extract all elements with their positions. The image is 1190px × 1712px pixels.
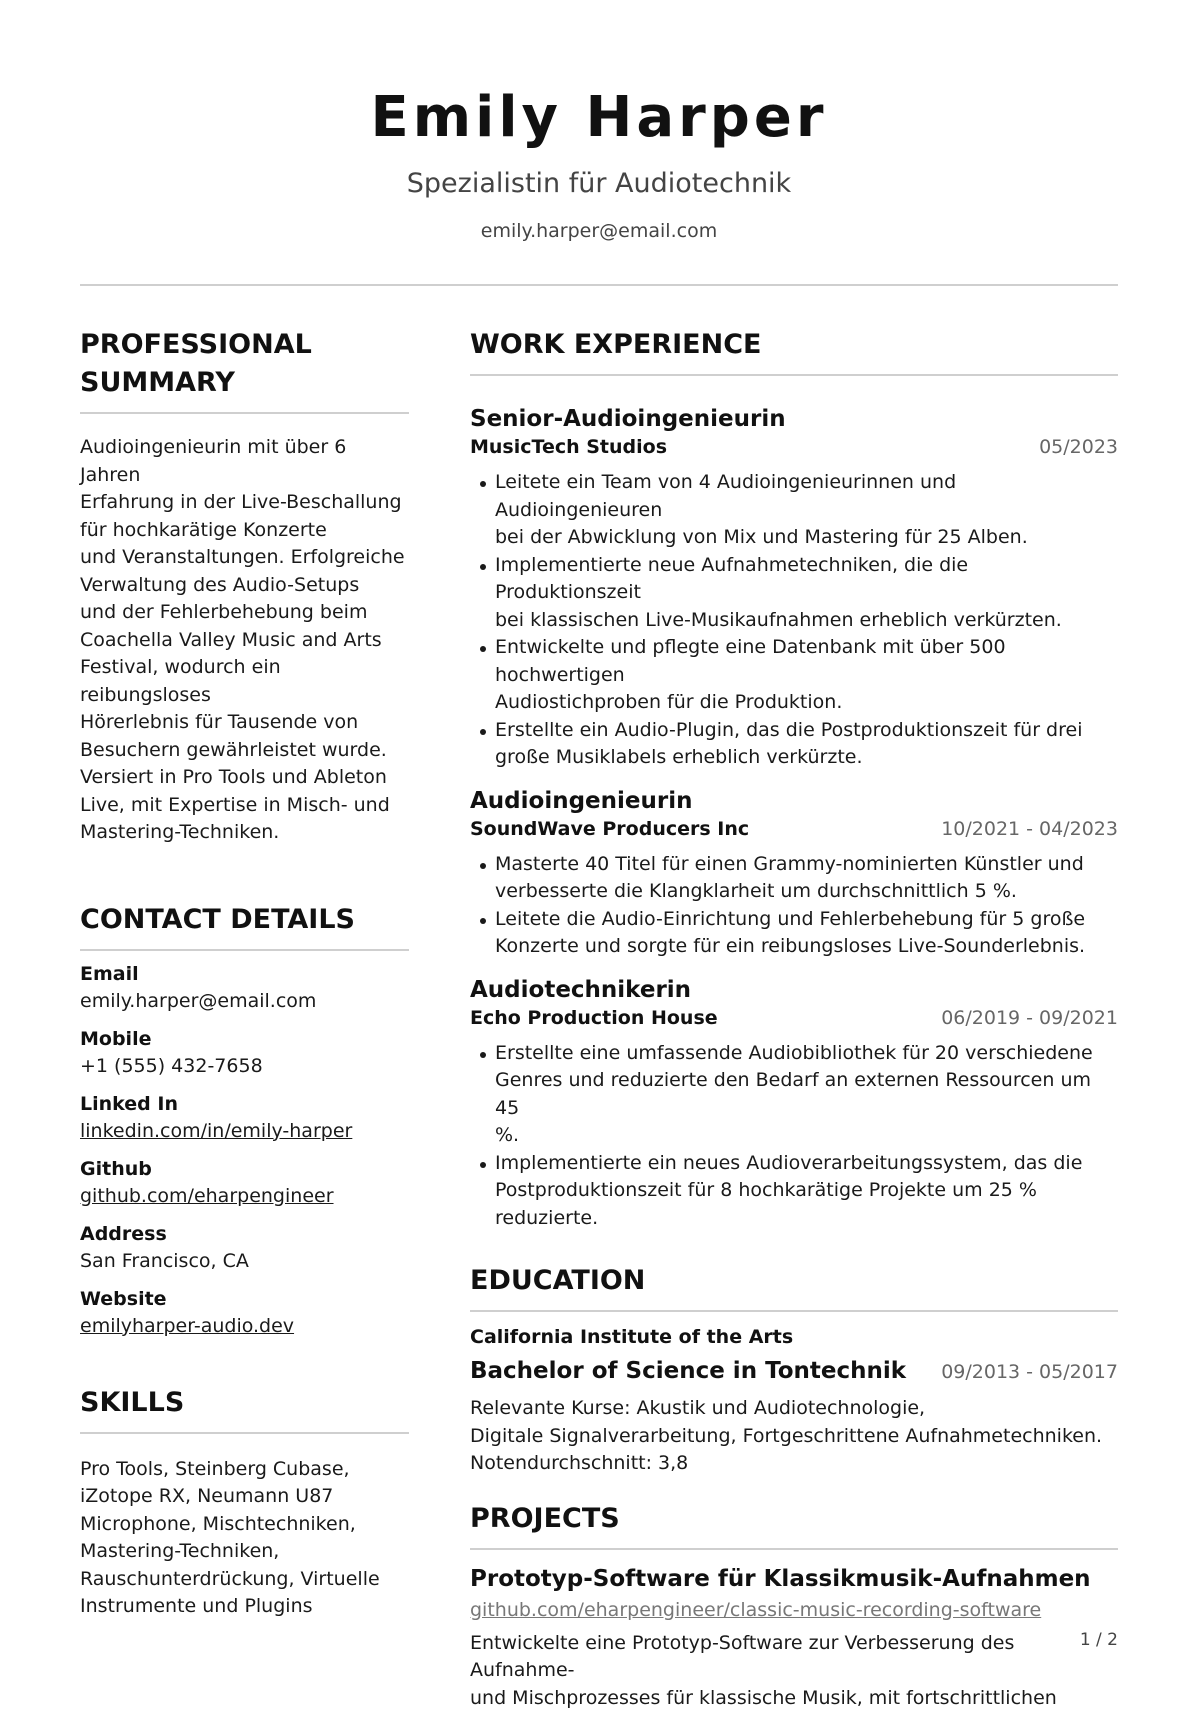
- summary-line: Erfahrung in der Live-Beschallung: [80, 489, 409, 517]
- job-bullets: [470, 1040, 1118, 1233]
- project-link[interactable]: github.com/eharpengineer/classic-music-recording-software: [470, 1597, 1118, 1624]
- linkedin-link[interactable]: linkedin.com/in/emily-harper: [80, 1118, 409, 1145]
- contact-value-email[interactable]: emily.harper@email.com: [80, 988, 409, 1015]
- skills-line: Microphone, Mischtechniken,: [80, 1511, 409, 1539]
- job-bullets: [470, 469, 1118, 772]
- job-meta: [470, 816, 1118, 843]
- job-company: SoundWave Producers Inc: [470, 816, 749, 843]
- job-date: 05/2023: [1039, 434, 1118, 461]
- contact-label-linkedin: Linked In: [80, 1091, 409, 1118]
- edu-line: Notendurchschnitt: 3,8: [470, 1450, 1118, 1478]
- section-title-contact: CONTACT DETAILS: [80, 901, 409, 939]
- edu-description: [470, 1395, 1118, 1478]
- summary-line: und der Fehlerbehebung beim: [80, 599, 409, 627]
- section-divider: [80, 412, 409, 414]
- work-section: [470, 326, 1118, 1232]
- job-entry: [470, 786, 1118, 961]
- summary-line: Coachella Valley Music and Arts: [80, 627, 409, 655]
- bullet-item: Erstellte ein Audio-Plugin, das die Postproduktionszeit für drei große Musiklabels erheblich verkürzte.: [470, 717, 1118, 772]
- summary-title-line2: SUMMARY: [80, 367, 235, 398]
- contact-value-address: San Francisco, CA: [80, 1248, 409, 1275]
- job-entry: [470, 404, 1118, 772]
- contact-label-mobile: Mobile: [80, 1026, 409, 1053]
- job-title: Audioingenieurin: [470, 786, 1118, 816]
- bullet-item: Implementierte ein neues Audioverarbeitungssystem, das die Postproduktionszeit für 8 hochkarätige Projekte um 25 % reduzierte.: [470, 1150, 1118, 1233]
- job-company: Echo Production House: [470, 1005, 718, 1032]
- summary-line: Audioingenieurin mit über 6 Jahren: [80, 434, 409, 489]
- skills-line: iZotope RX, Neumann U87: [80, 1483, 409, 1511]
- section-title-work: WORK EXPERIENCE: [470, 326, 1118, 364]
- section-divider: [470, 1548, 1118, 1550]
- header-divider: [80, 284, 1118, 286]
- section-title-education: EDUCATION: [470, 1262, 1118, 1300]
- section-title-summary: [80, 326, 409, 402]
- job-date: 06/2019 - 09/2021: [941, 1005, 1118, 1032]
- summary-text: [80, 434, 409, 847]
- summary-line: für hochkarätige Konzerte: [80, 517, 409, 545]
- job-entry: [470, 975, 1118, 1233]
- project-description: [470, 1630, 1118, 1712]
- bullet-item: Leitete ein Team von 4 Audioingenieurinnen und Audioingenieuren bei der Abwicklung von Mix und Mastering für 25 Alben.: [470, 469, 1118, 552]
- section-divider: [80, 1432, 409, 1434]
- edu-degree: Bachelor of Science in Tontechnik: [470, 1355, 906, 1387]
- header-email[interactable]: emily.harper@email.com: [80, 218, 1118, 244]
- project-line: und Mischprozesses für klassische Musik, mit fortschrittlichen: [470, 1685, 1118, 1712]
- skills-line: Pro Tools, Steinberg Cubase,: [80, 1456, 409, 1484]
- edu-meta: [470, 1355, 1118, 1387]
- summary-line: Besuchern gewährleistet wurde.: [80, 737, 409, 765]
- skills-line: Rauschunterdrückung, Virtuelle: [80, 1566, 409, 1594]
- job-title: Senior-Audioingenieurin: [470, 404, 1118, 434]
- left-column: [80, 326, 409, 1621]
- job-title: Audiotechnikerin: [470, 975, 1118, 1005]
- contact-section: [80, 901, 409, 1340]
- right-column: [470, 326, 1118, 1712]
- summary-line: Verwaltung des Audio-Setups: [80, 572, 409, 600]
- website-link[interactable]: emilyharper-audio.dev: [80, 1313, 409, 1340]
- bullet-item: Entwickelte und pflegte eine Datenbank mit über 500 hochwertigen Audiostichproben für die Produktion.: [470, 634, 1118, 717]
- contact-value-mobile: +1 (555) 432-7658: [80, 1053, 409, 1080]
- skills-text: [80, 1456, 409, 1621]
- github-link[interactable]: github.com/eharpengineer: [80, 1183, 409, 1210]
- bullet-item: Masterte 40 Titel für einen Grammy-nominierten Künstler und verbesserte die Klangklarheit um durchschnittlich 5 %.: [470, 851, 1118, 906]
- section-title-projects: PROJECTS: [470, 1500, 1118, 1538]
- edu-date: 09/2013 - 05/2017: [941, 1361, 1118, 1383]
- summary-section: [80, 326, 409, 847]
- projects-section: [470, 1500, 1118, 1712]
- summary-line: und Veranstaltungen. Erfolgreiche: [80, 544, 409, 572]
- project-line: Entwickelte eine Prototyp-Software zur Verbesserung des Aufnahme-: [470, 1630, 1118, 1685]
- skills-section: [80, 1384, 409, 1621]
- edu-school: California Institute of the Arts: [470, 1324, 1118, 1351]
- bullet-item: Implementierte neue Aufnahmetechniken, die die Produktionszeit bei klassischen Live-Musikaufnahmen erheblich verkürzten.: [470, 552, 1118, 635]
- bullet-item: Leitete die Audio-Einrichtung und Fehlerbehebung für 5 große Konzerte und sorgte für ein reibungsloses Live-Sounderlebnis.: [470, 906, 1118, 961]
- summary-line: Live, mit Expertise in Misch- und: [80, 792, 409, 820]
- section-title-skills: SKILLS: [80, 1384, 409, 1422]
- summary-line: Versiert in Pro Tools und Ableton: [80, 764, 409, 792]
- bullet-item: Erstellte eine umfassende Audiobibliothek für 20 verschiedene Genres und reduzierte den Bedarf an externen Ressourcen um 45 %.: [470, 1040, 1118, 1150]
- contact-list: [80, 961, 409, 1340]
- resume-header: [80, 82, 1118, 244]
- job-meta: [470, 1005, 1118, 1032]
- summary-line: Hörerlebnis für Tausende von: [80, 709, 409, 737]
- education-section: [470, 1262, 1118, 1478]
- page-number: 1 / 2: [1080, 1630, 1118, 1650]
- summary-title-line1: PROFESSIONAL: [80, 329, 312, 360]
- summary-line: Mastering-Techniken.: [80, 819, 409, 847]
- section-divider: [80, 949, 409, 951]
- section-divider: [470, 374, 1118, 376]
- contact-label-github: Github: [80, 1156, 409, 1183]
- skills-line: Instrumente und Plugins: [80, 1593, 409, 1621]
- summary-line: Festival, wodurch ein reibungsloses: [80, 654, 409, 709]
- job-date: 10/2021 - 04/2023: [941, 816, 1118, 843]
- project-title: Prototyp-Software für Klassikmusik-Aufnahmen: [470, 1564, 1118, 1595]
- edu-line: Digitale Signalverarbeitung, Fortgeschrittene Aufnahmetechniken.: [470, 1423, 1118, 1451]
- job-bullets: [470, 851, 1118, 961]
- job-meta: [470, 434, 1118, 461]
- candidate-title: Spezialistin für Audiotechnik: [80, 166, 1118, 202]
- candidate-name: Emily Harper: [80, 82, 1118, 154]
- job-company: MusicTech Studios: [470, 434, 667, 461]
- edu-line: Relevante Kurse: Akustik und Audiotechnologie,: [470, 1395, 1118, 1423]
- contact-label-address: Address: [80, 1221, 409, 1248]
- contact-label-website: Website: [80, 1286, 409, 1313]
- contact-label-email: Email: [80, 961, 409, 988]
- skills-line: Mastering-Techniken,: [80, 1538, 409, 1566]
- section-divider: [470, 1310, 1118, 1312]
